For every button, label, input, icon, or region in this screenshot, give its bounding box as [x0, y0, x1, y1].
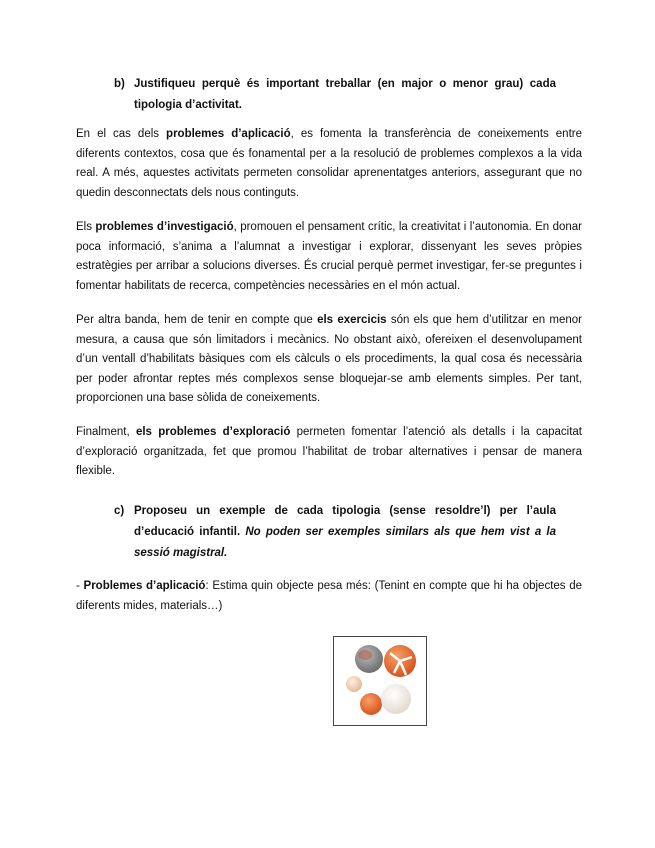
section-c-text-block — [134, 501, 556, 564]
paragraph-keyword: els exercicis — [317, 314, 387, 326]
small-peach-ball — [346, 676, 362, 692]
paragraph-exploracio — [76, 423, 582, 482]
paragraph-aplicacio — [76, 125, 582, 203]
paragraph-keyword: els problemes d’exploració — [135, 426, 291, 438]
example-keyword: Problemes d’aplicació — [83, 580, 206, 592]
section-c-text: Proposeu un exemple de cada tipologia (sense resoldre’l) per l’aula d’educació infantil. — [134, 505, 556, 538]
paragraph-keyword: problemes d’aplicació — [166, 128, 291, 140]
paragraph-text: Els — [76, 221, 96, 233]
cream-ball — [381, 684, 411, 714]
example-prefix: - — [76, 580, 84, 592]
paragraph-investigacio — [76, 218, 582, 296]
paragraph-text: permeten fomentar l’atenció als detalls i la capacitat d’exploració organitzada, fet que promou l’habilitat de trobar alternatives i pensar de manera flexible. — [76, 426, 582, 477]
grey-ball-patch — [358, 650, 372, 660]
paragraph-text: En el cas dels — [76, 128, 167, 140]
orange-ball — [360, 693, 382, 715]
balls-illustration — [334, 637, 426, 725]
paragraph-text: , es fomenta la transferència de coneixements entre diferents contextos, cosa que és fonamental per a la resolució de problemes complexos a la vida real. A més, aquestes activitats permeten consolidar aprenentatges anteriors, assegurant que no quedin desconnectats dels nous continguts. — [76, 128, 582, 199]
paragraph-text: són els que hem d’utilitzar en menor mesura, a causa que són limitadors i mecànics. No obstant això, ofereixen el desenvolupament d’un ventall d’habilitats bàsiques com els càlculs o els procediments, la qual cosa és necessària per poder afrontar reptes més complexos sense bloquejar-se amb elements simples. Per tant, proporcionen una base sòlida de coneixements. — [76, 314, 583, 404]
section-b-text: Justifiqueu perquè és important treballar (en major o menor grau) cada tipologia d’activitat. — [134, 78, 556, 111]
example-aplicacio — [76, 577, 582, 616]
example-text: : Estima quin objecte pesa més: (Tenint en compte que hi ha objectes de diferents mides, materials…) — [76, 580, 583, 612]
paragraph-keyword: problemes d’investigació — [95, 221, 234, 233]
balls-image — [333, 636, 427, 726]
paragraph-text: Per altra banda, hem de tenir en compte que — [76, 314, 318, 326]
section-c-label: c) — [114, 505, 125, 517]
paragraph-text: , promouen el pensament crític, la creativitat i l’autonomia. En donar poca informació, s’anima a l’alumnat a investigar i explorar, dissenyant les seves pròpies estratègies per arribar a solucions diverses. És crucial perquè permet investigar, fer-se preguntes i fomentar habilitats de recerca, competències necessàries en el món actual. — [76, 221, 582, 292]
paragraph-text: Finalment, — [76, 426, 136, 438]
section-b-label: b) — [114, 78, 125, 90]
section-c-emphasis: No poden ser exemples similars als que hem vist a la sessió magistral. — [134, 526, 556, 559]
paragraph-exercicis — [76, 311, 582, 409]
